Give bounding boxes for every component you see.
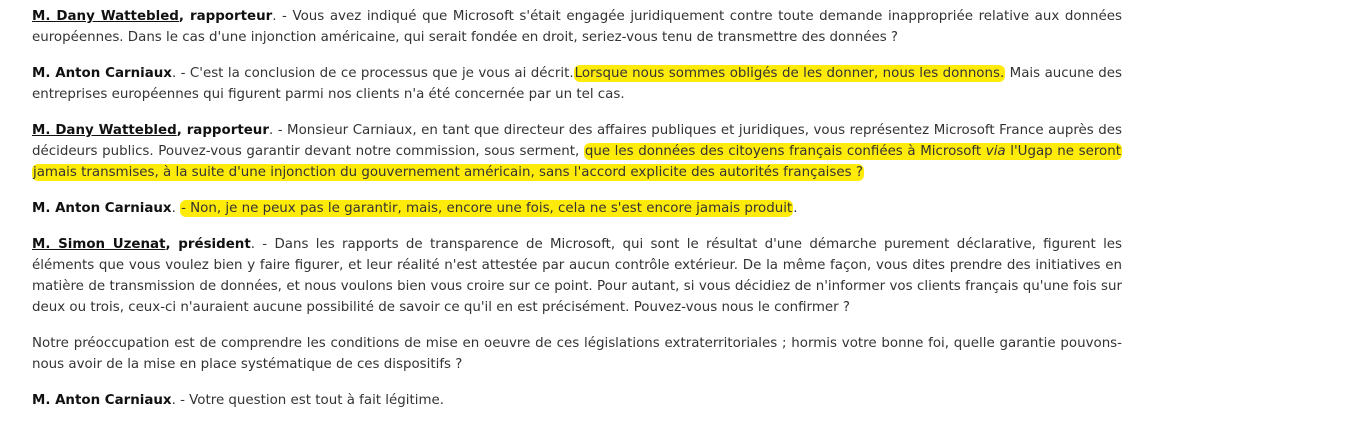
speaker-carniaux: M. Anton Carniaux	[32, 393, 172, 408]
speaker-sep: ,	[165, 237, 179, 252]
paragraph-text: .	[171, 201, 181, 216]
paragraph-text: . - Dans les rapports de transparence de Microsoft, qui sont le résultat d'une démarche purement déclarative, figurent les éléments que vous voulez bien y faire figurer, et leur réalité n'est attestée par aucun contrôle extérieur. De la même façon, vous dites prendre des initiatives en matière de transmission de données, et nous voulons bien vous croire sur ce point. Pour autant, si vous décidiez de n'informer vos clients français qu'une fois sur deux ou trois, ceux-ci n'auraient aucune possibilité de savoir ce qu'il en est précisément. Pouvez-vous nous le confirmer ?	[32, 237, 1123, 315]
speaker-carniaux: M. Anton Carniaux	[32, 201, 172, 216]
speaker-sep: ,	[178, 9, 190, 24]
highlighted-text: Lorsque nous sommes obligés de les donner, nous les donnons.	[574, 66, 1005, 81]
paragraph-uzenat-continued	[32, 333, 1122, 375]
speaker-link-uzenat[interactable]: M. Simon Uzenat	[32, 237, 166, 252]
speaker-role: président	[178, 237, 251, 252]
paragraph-carniaux-1	[32, 63, 1122, 105]
highlight-part-a: que les données des citoyens français confiées à Microsoft	[584, 144, 986, 159]
paragraph-text: . - C'est la conclusion de ce processus que je vous ai décrit.	[171, 66, 574, 81]
highlight-part-b: l'Ugap ne seront jamais transmises, à la suite d'une injonction du gouvernement américain, sans l'accord explicite des autorités françaises ?	[33, 144, 1121, 180]
paragraph-wattebled-1	[32, 6, 1122, 48]
speaker-role: rapporteur	[186, 123, 269, 138]
paragraph-text: . - Vous avez indiqué que Microsoft s'était engagée juridiquement contre toute demande inappropriée relative aux données européennes. Dans le cas d'une injonction américaine, qui serait fondée en droit, seriez-vous tenu de transmettre des données ?	[32, 9, 1122, 45]
speaker-sep: ,	[176, 123, 187, 138]
paragraph-carniaux-3	[32, 390, 1122, 411]
paragraph-carniaux-2	[32, 198, 1122, 219]
paragraph-text: . - Votre question est tout à fait légitime.	[171, 393, 444, 408]
speaker-link-wattebled[interactable]: M. Dany Wattebled	[32, 123, 177, 138]
speaker-role: rapporteur	[189, 9, 273, 24]
paragraph-uzenat	[32, 234, 1122, 318]
transcript	[32, 6, 1122, 426]
speaker-carniaux: M. Anton Carniaux	[32, 66, 172, 81]
highlighted-text: - Non, je ne peux pas le garantir, mais, encore une fois, cela ne s'est encore jamais produit	[181, 201, 793, 216]
highlight-italic: via	[985, 144, 1006, 159]
paragraph-text: . - Monsieur Carniaux, en tant que directeur des affaires publiques et juridiques, vous représentez Microsoft France auprès des décideurs publics. Pouvez-vous garantir devant notre commission, sous serment,	[32, 123, 1122, 159]
paragraph-text: Mais aucune des entreprises européennes qui figurent parmi nos clients n'a été concernée par un tel cas.	[32, 66, 1122, 102]
speaker-link-wattebled[interactable]: M. Dany Wattebled	[32, 9, 179, 24]
paragraph-wattebled-2	[32, 120, 1122, 183]
paragraph-text: .	[793, 201, 798, 216]
paragraph-text: Notre préoccupation est de comprendre les conditions de mise en oeuvre de ces législations extraterritoriales ; hormis votre bonne foi, quelle garantie pouvons-nous avoir de la mise en place systématique de ces dispositifs ?	[32, 336, 1122, 372]
